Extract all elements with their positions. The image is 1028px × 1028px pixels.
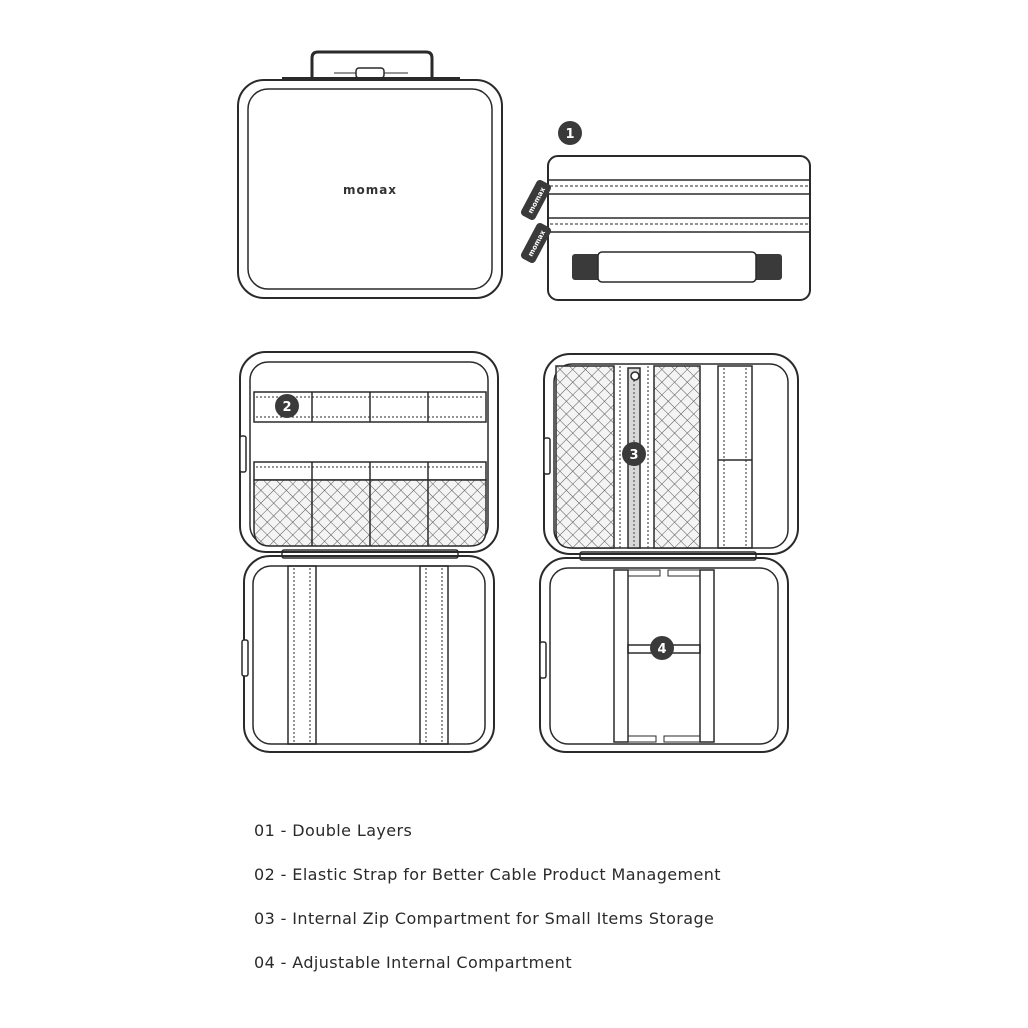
svg-text:3: 3 [629, 448, 639, 463]
case-front-view [238, 52, 502, 298]
feature-item-1: 01 - Double Layers [254, 821, 413, 840]
svg-text:2: 2 [282, 400, 292, 415]
svg-text:momax: momax [526, 185, 548, 215]
adjustable-divider [700, 570, 714, 742]
feature-item-2: 02 - Elastic Strap for Better Cable Product Management [254, 865, 721, 884]
svg-text:1: 1 [565, 127, 575, 142]
brand-logo: momax [342, 183, 398, 197]
callout-badge-1 [558, 121, 582, 145]
open-case-compartment-view [540, 354, 798, 752]
svg-text:momax: momax [526, 228, 548, 258]
feature-item-3: 03 - Internal Zip Compartment for Small Items Storage [254, 909, 715, 928]
callout-badge-4 [650, 636, 674, 660]
callout-badge-3 [622, 442, 646, 466]
adjustable-divider [614, 570, 628, 742]
feature-item-4: 04 - Adjustable Internal Compartment [254, 953, 573, 972]
carry-handle [312, 52, 432, 78]
case-side-view [520, 156, 810, 300]
mesh-pocket [556, 366, 614, 548]
mesh-pocket [654, 366, 700, 548]
callout-badge-2 [275, 394, 299, 418]
handle-buckle [356, 68, 384, 78]
svg-text:4: 4 [657, 642, 667, 657]
